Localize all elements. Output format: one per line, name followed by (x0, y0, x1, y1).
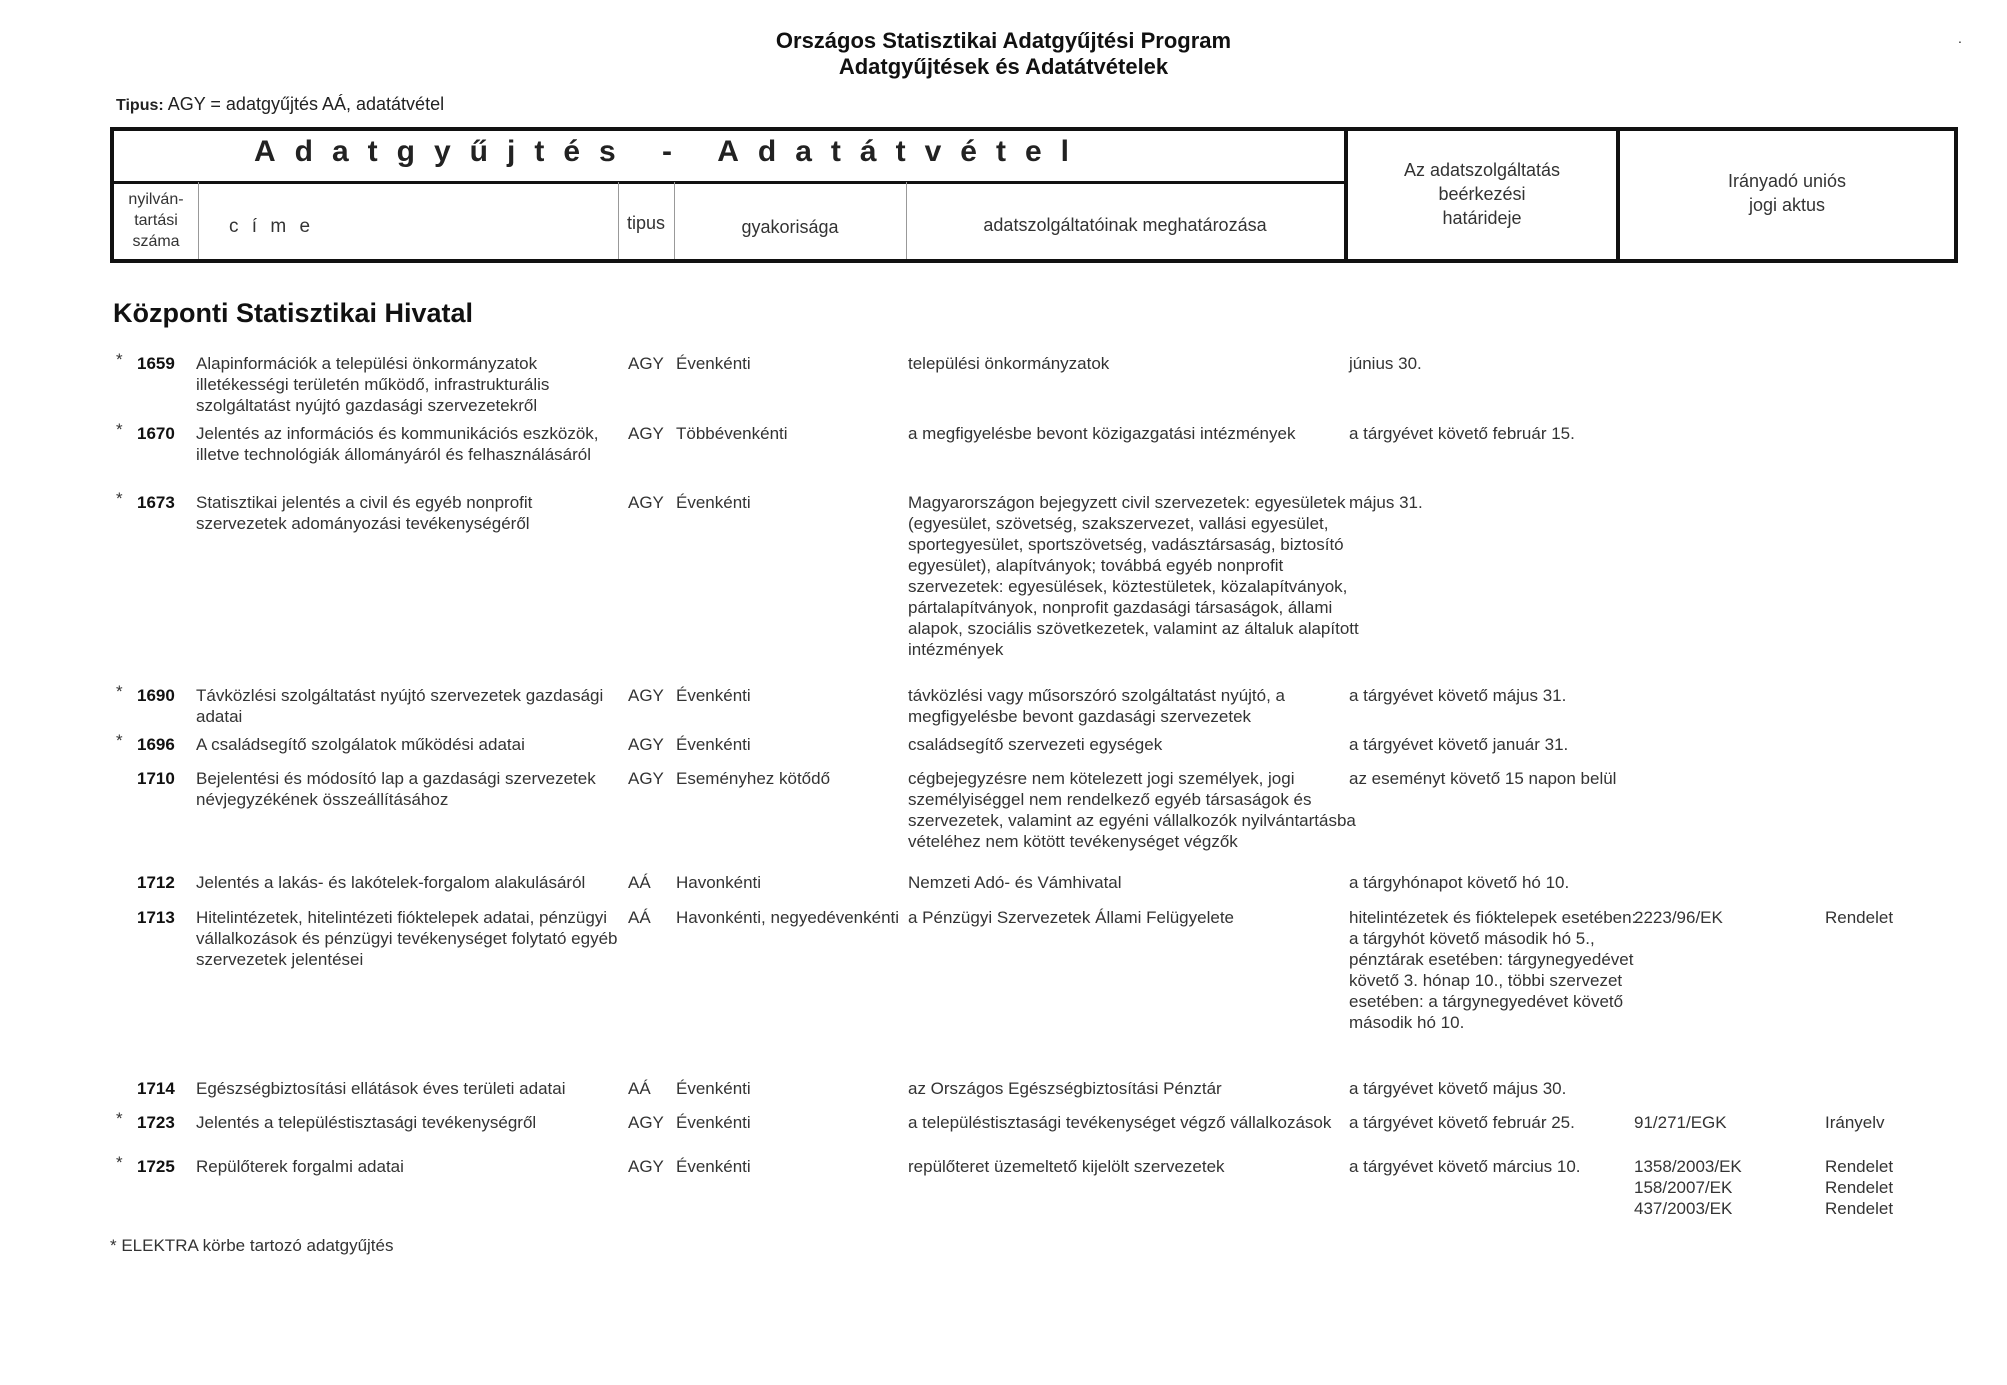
header-nyilvantartasi: nyilván- tartási száma (128, 191, 184, 250)
row-frequency: Eseményhez kötődő (676, 769, 831, 788)
row-star: * (116, 682, 123, 701)
row-frequency: Évenkénti (676, 735, 751, 754)
row-providers: repülőteret üzemeltető kijelölt szervezetek (908, 1157, 1225, 1176)
row-deadline: a tárgyévet követő március 10. (1349, 1157, 1581, 1176)
row-deadline: május 31. (1349, 493, 1423, 512)
row-number: 1670 (137, 424, 175, 443)
row-title: Távközlési szolgáltatást nyújtó szervezetek gazdasági adatai (196, 686, 604, 726)
row-type: AGY (628, 493, 664, 512)
row-providers: a Pénzügyi Szervezetek Állami Felügyelete (908, 908, 1234, 927)
row-act-type: Irányelv (1825, 1113, 1885, 1132)
tipus-legend (116, 94, 444, 115)
row-type: AGY (628, 354, 664, 373)
row-title: Bejelentési és módosító lap a gazdasági szervezetek névjegyzékének összeállításához (196, 769, 596, 809)
row-legal-act: 91/271/EGK (1634, 1113, 1727, 1132)
row-number: 1714 (137, 1079, 175, 1098)
row-frequency: Többévenkénti (676, 424, 788, 443)
row-providers: Nemzeti Adó- és Vámhivatal (908, 873, 1122, 892)
header-cime: c í m e (229, 216, 315, 237)
header-main-title: Adatgyűjtés - Adatátvétel (254, 135, 1088, 168)
row-number: 1723 (137, 1113, 175, 1132)
header-tipus: tipus (626, 213, 666, 233)
row-number: 1673 (137, 493, 175, 512)
row-star: * (116, 350, 123, 369)
document-title: Országos Statisztikai Adatgyűjtési Program (775, 28, 1232, 53)
row-title: Jelentés a lakás- és lakótelek-forgalom alakulásáról (196, 873, 586, 892)
row-type: AÁ (628, 1079, 651, 1098)
row-deadline: a tárgyévet követő május 30. (1349, 1079, 1567, 1098)
row-deadline: június 30. (1349, 354, 1422, 373)
header-meghatarozasa: adatszolgáltatóinak meghatározása (983, 215, 1267, 235)
row-providers: távközlési vagy műsorszóró szolgáltatást nyújtó, a megfigyelésbe bevont gazdasági szervezetek (908, 686, 1286, 726)
row-title: A családsegítő szolgálatok működési adatai (196, 735, 525, 754)
row-type: AGY (628, 769, 664, 788)
row-frequency: Havonkénti (676, 873, 762, 892)
row-frequency: Évenkénti (676, 1157, 751, 1176)
row-number: 1713 (137, 908, 175, 927)
row-deadline: a tárgyévet követő május 31. (1349, 686, 1567, 705)
row-title: Jelentés az információs és kommunikációs eszközök, illetve technológiák állományáról és felhasználásáról (196, 424, 599, 464)
row-providers: Magyarországon bejegyzett civil szervezetek: egyesületek (egyesület, szövetség, szakszervezet, vallási egyesület, sportegyesület, sportszövetség, vadásztársaság, biztosító egyesület), alapítványok; továbbá egyéb nonprofit szervezetek: egyesülések, köztestületek, közalapítványok, pártalapítványok, nonprofit gazdasági társaságok, állami alapok, szociális szövetkezetek, valamint az általuk alapított intézmények (908, 493, 1359, 659)
row-deadline: a tárgyévet követő február 25. (1349, 1113, 1575, 1132)
header-gyakorisaga: gyakorisága (741, 217, 839, 237)
row-providers: a településtisztasági tevékenységet végző vállalkozások (908, 1113, 1332, 1132)
row-title: Jelentés a településtisztasági tevékenységről (196, 1113, 537, 1132)
row-title: Repülőterek forgalmi adatai (196, 1157, 404, 1176)
row-star: * (116, 489, 123, 508)
document-subtitle: Adatgyűjtések és Adatátvételek (838, 54, 1169, 79)
row-frequency: Évenkénti (676, 686, 751, 705)
row-title: Alapinformációk a települési önkormányzatok illetékességi területén működő, infrastrukturális szolgáltatást nyújtó gazdasági szervezetekről (196, 354, 550, 415)
row-number: 1725 (137, 1157, 175, 1176)
row-deadline: az eseményt követő 15 napon belül (1349, 769, 1617, 788)
row-act-type: Rendelet (1825, 908, 1894, 927)
tipus-label: Tipus: (116, 97, 164, 114)
row-deadline: a tárgyévet követő február 15. (1349, 424, 1575, 443)
row-deadline: a tárgyévet követő január 31. (1349, 735, 1569, 754)
row-legal-act: 1358/2003/EK 158/2007/EK 437/2003/EK (1634, 1157, 1742, 1218)
row-number: 1659 (137, 354, 175, 373)
row-type: AGY (628, 1113, 664, 1132)
row-title: Statisztikai jelentés a civil és egyéb nonprofit szervezetek adományozási tevékenységéről (196, 493, 533, 533)
row-providers: cégbejegyzésre nem kötelezett jogi személyek, jogi személyiséggel nem rendelkező egyéb társaságok és szervezetek, valamint az egyéni vállalkozók nyilvántartásba vételéhez nem kötött tevékenységet végzők (908, 769, 1356, 851)
row-frequency: Évenkénti (676, 354, 751, 373)
row-star: * (116, 420, 123, 439)
row-star: * (116, 1153, 123, 1172)
row-type: AÁ (628, 908, 651, 927)
row-frequency: Évenkénti (676, 1113, 751, 1132)
row-frequency: Évenkénti (676, 493, 751, 512)
row-providers: az Országos Egészségbiztosítási Pénztár (908, 1079, 1222, 1098)
footnote: * ELEKTRA körbe tartozó adatgyűjtés (110, 1236, 394, 1255)
row-act-type: Rendelet Rendelet Rendelet (1825, 1157, 1894, 1218)
row-type: AGY (628, 1157, 664, 1176)
tipus-text: AGY = adatgyűjtés AÁ, adatátvétel (167, 94, 445, 114)
row-legal-act: 2223/96/EK (1634, 908, 1723, 927)
row-type: AGY (628, 735, 664, 754)
row-type: AÁ (628, 873, 651, 892)
row-star: * (116, 731, 123, 750)
row-frequency: Évenkénti (676, 1079, 751, 1098)
row-star: * (116, 1109, 123, 1128)
row-providers: települési önkormányzatok (908, 354, 1110, 373)
row-providers: a megfigyelésbe bevont közigazgatási intézmények (908, 424, 1296, 443)
row-type: AGY (628, 686, 664, 705)
row-number: 1696 (137, 735, 175, 754)
row-providers: családsegítő szervezeti egységek (908, 735, 1163, 754)
row-deadline: hitelintézetek és fióktelepek esetében: a tárgyhót követő második hó 5., pénztárak esetében: tárgynegyedévet követő 3. hónap 10., többi szervezet esetében: a tárgynegyedévet követő második hó 10. (1349, 908, 1637, 1032)
row-number: 1710 (137, 769, 175, 788)
row-type: AGY (628, 424, 664, 443)
row-deadline: a tárgyhónapot követő hó 10. (1349, 873, 1570, 892)
row-number: 1690 (137, 686, 175, 705)
table-header (110, 127, 1958, 263)
row-title: Hitelintézetek, hitelintézeti fióktelepek adatai, pénzügyi vállalkozások és pénzügyi tevékenységet folytató egyéb szervezetek jelentései (196, 908, 618, 969)
section-title: Központi Statisztikai Hivatal (113, 298, 474, 328)
row-number: 1712 (137, 873, 175, 892)
row-frequency: Havonkénti, negyedévenkénti (676, 908, 900, 927)
header-hatarido: Az adatszolgáltatás beérkezési határideje (1403, 160, 1561, 228)
row-title: Egészségbiztosítási ellátások éves területi adatai (196, 1079, 566, 1098)
header-jogi-aktus: Irányadó uniós jogi aktus (1727, 171, 1847, 215)
corner-mark: . (1958, 30, 1962, 46)
